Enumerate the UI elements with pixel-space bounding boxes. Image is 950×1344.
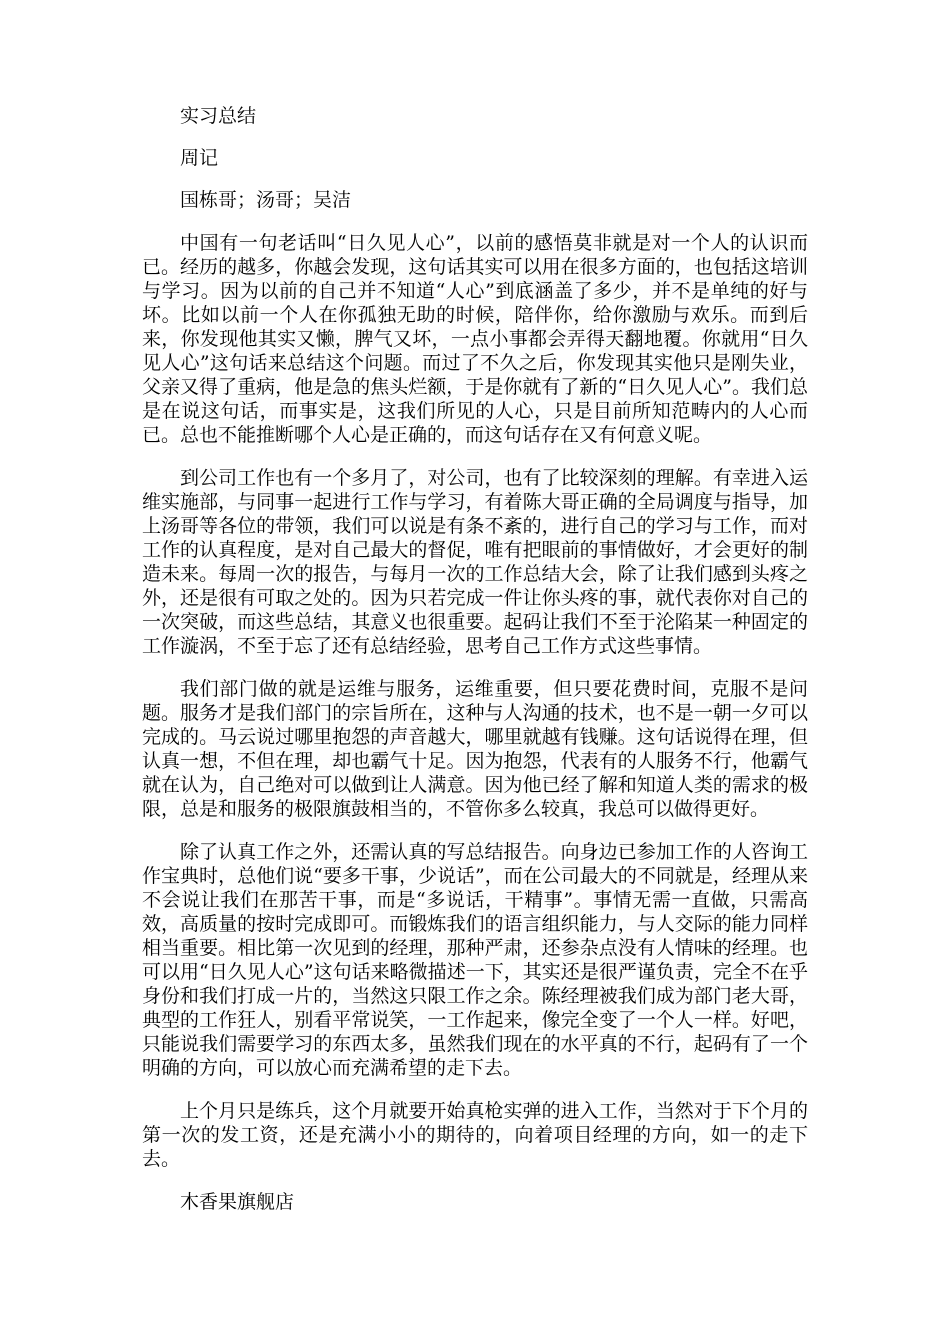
document-footer: 木香果旗舰店 [180,1191,295,1213]
paragraph-5: 上个月只是练兵，这个月就要开始真枪实弹的进入工作，当然对于下个月的第一次的发工资，还是充满小小的期待的，向着项目经理的方向，如一的走下去。 [142,1100,808,1170]
document-page [142,104,808,1215]
paragraph-3: 我们部门做的就是运维与服务，运维重要，但只要花费时间，克服不是问题。服务才是我们部门的宗旨所在，这种与人沟通的技术，也不是一朝一夕可以完成的。马云说过哪里抱怨的声音越大，哪里就越有钱赚。这句话说得在理，但认真一想，不但在理，却也霸气十足。因为抱怨，代表有的人服务不行，他霸气就在认为，自己绝对可以做到让人满意。因为他已经了解和知道人类的需求的极限，总是和服务的极限旗鼓相当的，不管你多么较真，我总可以做得更好。 [142,678,808,820]
document-subtitle: 周记 [180,147,219,169]
document-names: 国栋哥；汤哥；吴洁 [180,189,352,211]
paragraph-1: 中国有一句老话叫“日久见人心”，以前的感悟莫非就是对一个人的认识而已。经历的越多，你越会发现，这句话其实可以用在很多方面的，也包括这培训与学习。因为以前的自己并不知道“人心”到底涵盖了多少，并不是单纯的好与坏。比如以前一个人在你孤独无助的时候，陪伴你，给你激励与欢乐。而到后来，你发现他其实又懒，脾气又坏，一点小事都会弄得天翻地覆。你就用“日久见人心”这句话来总结这个问题。而过了不久之后，你发现其实他只是刚失业，父亲又得了重病，他是急的焦头烂额，于是你就有了新的“日久见人心”。我们总是在说这句话，而事实是，这我们所见的人心，只是目前所知范畴内的人心而已。总也不能推断哪个人心是正确的，而这句话存在又有何意义呢。 [142,232,808,446]
document-title: 实习总结 [180,105,257,127]
paragraph-4: 除了认真工作之外，还需认真的写总结报告。向身边已参加工作的人咨询工作宝典时，总他们说“要多干事，少说话”，而在公司最大的不同就是，经理从来不会说让我们在那苦干事，而是“多说话，干精事”。事情无需一直做，只需高效，高质量的按时完成即可。而锻炼我们的语言组织能力，与人交际的能力同样相当重要。相比第一次见到的经理，那种严肃，还参杂点没有人情味的经理。也可以用“日久见人心”这句话来略微描述一下，其实还是很严谨负责，完全不在乎身份和我们打成一片的，当然这只限工作之余。陈经理被我们成为部门老大哥，典型的工作狂人，别看平常说笑，一工作起来，像完全变了一个人一样。好吧，只能说我们需要学习的东西太多，虽然我们现在的水平真的不行，起码有了一个明确的方向，可以放心而充满希望的走下去。 [142,841,808,1079]
paragraph-2: 到公司工作也有一个多月了，对公司，也有了比较深刻的理解。有幸进入运维实施部，与同事一起进行工作与学习，有着陈大哥正确的全局调度与指导，加上汤哥等各位的带领，我们可以说是有条不紊的，进行自己的学习与工作，而对工作的认真程度，是对自己最大的督促，唯有把眼前的事情做好，才会更好的制造未来。每周一次的报告，与每月一次的工作总结大会，除了让我们感到头疼之外，还是很有可取之处的。因为只若完成一件让你头疼的事，就代表你对自己的一次突破，而这些总结，其意义也很重要。起码让我们不至于沦陷某一种固定的工作漩涡，不至于忘了还有总结经验，思考自己工作方式这些事情。 [142,467,808,657]
